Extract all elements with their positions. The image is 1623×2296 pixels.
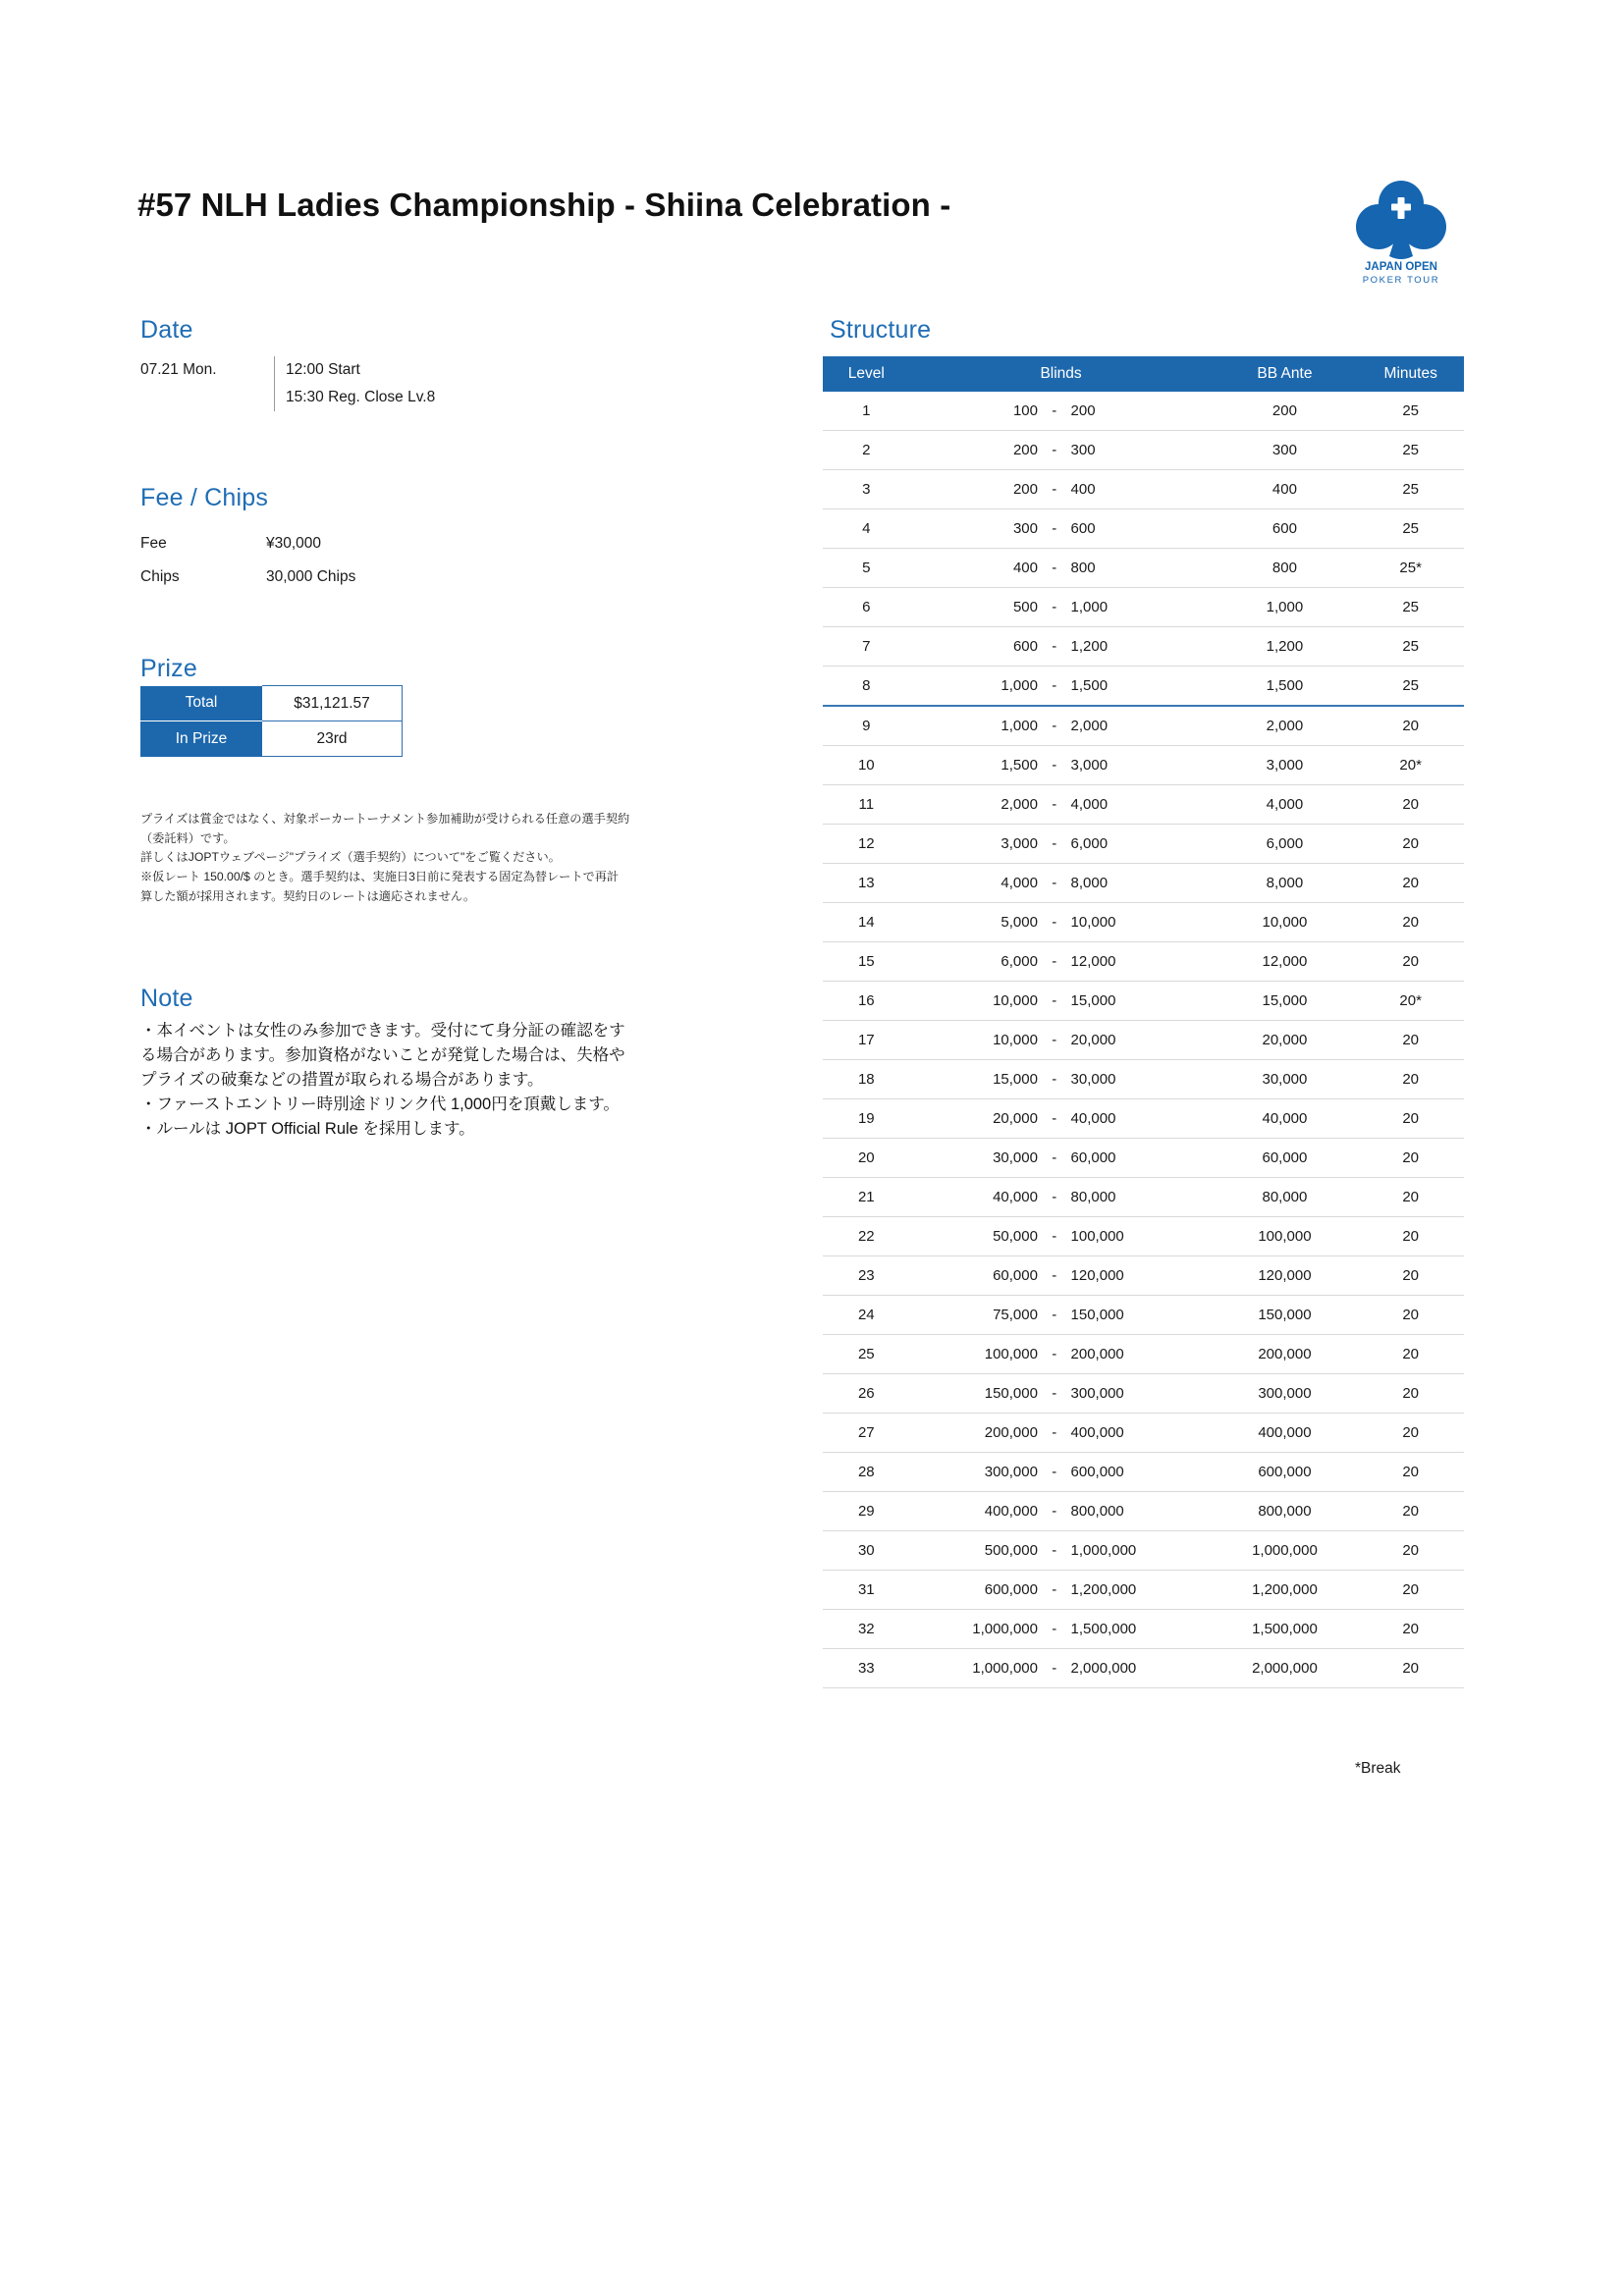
table-row [823,746,1464,785]
cell-small-blind: 2,000 [910,785,1044,825]
cell-level: 21 [823,1178,910,1217]
cell-small-blind: 200 [910,470,1044,509]
table-row [823,1414,1464,1453]
cell-bb-ante: 800,000 [1213,1492,1358,1531]
table-row [823,1453,1464,1492]
cell-level: 23 [823,1256,910,1296]
fee-label: Fee [140,535,167,552]
cell-minutes: 25 [1357,627,1464,667]
table-row [140,384,435,411]
cell-level: 20 [823,1139,910,1178]
cell-small-blind: 10,000 [910,1021,1044,1060]
cell-blind-separator: - [1044,746,1065,785]
table-row [823,1256,1464,1296]
cell-minutes: 25 [1357,509,1464,549]
cell-blind-separator: - [1044,785,1065,825]
jopt-logo [1330,172,1473,290]
structure-header-row [823,356,1464,392]
cell-bb-ante: 20,000 [1213,1021,1358,1060]
table-row [823,1296,1464,1335]
cell-big-blind: 150,000 [1065,1296,1213,1335]
table-row [823,470,1464,509]
cell-big-blind: 200 [1065,392,1213,431]
break-note: *Break [1355,1760,1401,1777]
cell-small-blind: 15,000 [910,1060,1044,1099]
cell-blind-separator: - [1044,1492,1065,1531]
cell-blind-separator: - [1044,509,1065,549]
cell-level: 16 [823,982,910,1021]
cell-level: 19 [823,1099,910,1139]
table-row [140,527,355,561]
cell-level: 1 [823,392,910,431]
prize-table [140,685,403,757]
cell-bb-ante: 80,000 [1213,1178,1358,1217]
cell-minutes: 20 [1357,1139,1464,1178]
cell-blind-separator: - [1044,825,1065,864]
cell-small-blind: 500 [910,588,1044,627]
logo-line1: JAPAN OPEN [1365,261,1437,273]
table-row [823,1021,1464,1060]
cell-level: 24 [823,1296,910,1335]
note-body [140,1019,739,1142]
cell-bb-ante: 1,200 [1213,627,1358,667]
cell-minutes: 20 [1357,1099,1464,1139]
cell-level: 2 [823,431,910,470]
cell-big-blind: 20,000 [1065,1021,1213,1060]
cell-small-blind: 600 [910,627,1044,667]
cell-level: 17 [823,1021,910,1060]
cell-blind-separator: - [1044,1414,1065,1453]
cell-bb-ante: 30,000 [1213,1060,1358,1099]
cell-blind-separator: - [1044,1021,1065,1060]
cell-big-blind: 600 [1065,509,1213,549]
fineprint-line-2: （委託料）です。 [140,830,236,845]
table-row [823,1610,1464,1649]
cell-minutes: 20 [1357,1374,1464,1414]
date-heading: Date [140,316,193,344]
cell-minutes: 20 [1357,1256,1464,1296]
table-row [823,1139,1464,1178]
cell-blind-separator: - [1044,1099,1065,1139]
page-title: #57 NLH Ladies Championship - Shiina Celebration - [137,187,951,223]
cell-blind-separator: - [1044,1453,1065,1492]
cell-bb-ante: 1,500,000 [1213,1610,1358,1649]
fineprint-line-3: 詳しくはJOPTウェブページ"プライズ（選手契約）について"をご覧ください。 [140,850,561,865]
fee-chips-heading: Fee / Chips [140,484,269,511]
table-row [823,627,1464,667]
note-line-4: ・ファーストエントリー時別途ドリンク代 1,000円を頂戴します。 [140,1095,620,1114]
cell-blind-separator: - [1044,1571,1065,1610]
cell-level: 4 [823,509,910,549]
cell-small-blind: 1,000,000 [910,1610,1044,1649]
table-row [823,825,1464,864]
table-row [823,1571,1464,1610]
cell-minutes: 25 [1357,431,1464,470]
cell-bb-ante: 600,000 [1213,1453,1358,1492]
prize-fineprint [140,811,769,907]
date-label-1: 07.21 Mon. [140,361,217,378]
cell-blind-separator: - [1044,1139,1065,1178]
prize-heading: Prize [140,655,197,682]
cell-small-blind: 200,000 [910,1414,1044,1453]
cell-small-blind: 20,000 [910,1099,1044,1139]
cell-blind-separator: - [1044,1335,1065,1374]
chips-label: Chips [140,568,180,585]
fineprint-line-5: 算した額が採用されます。契約日のレートは適応されません。 [140,888,476,903]
cell-big-blind: 800,000 [1065,1492,1213,1531]
cell-big-blind: 15,000 [1065,982,1213,1021]
cell-small-blind: 6,000 [910,942,1044,982]
logo-line2: POKER TOUR [1362,275,1440,286]
cell-bb-ante: 1,500 [1213,667,1358,707]
cell-small-blind: 1,000,000 [910,1649,1044,1688]
cell-small-blind: 400,000 [910,1492,1044,1531]
cell-level: 30 [823,1531,910,1571]
cell-big-blind: 100,000 [1065,1217,1213,1256]
column-header-level: Level [823,356,910,392]
cell-level: 14 [823,903,910,942]
cell-big-blind: 1,200,000 [1065,1571,1213,1610]
cell-minutes: 20 [1357,1571,1464,1610]
cell-level: 33 [823,1649,910,1688]
cell-big-blind: 2,000 [1065,706,1213,746]
cell-level: 11 [823,785,910,825]
cell-small-blind: 100,000 [910,1335,1044,1374]
cell-small-blind: 1,000 [910,706,1044,746]
cell-small-blind: 200 [910,431,1044,470]
cell-minutes: 20 [1357,1453,1464,1492]
cell-small-blind: 100 [910,392,1044,431]
cell-blind-separator: - [1044,706,1065,746]
cell-level: 28 [823,1453,910,1492]
cell-minutes: 25* [1357,549,1464,588]
cell-level: 7 [823,627,910,667]
cell-big-blind: 120,000 [1065,1256,1213,1296]
table-row [823,1649,1464,1688]
cell-bb-ante: 2,000,000 [1213,1649,1358,1688]
cell-minutes: 20 [1357,1414,1464,1453]
cell-level: 9 [823,706,910,746]
cell-minutes: 20 [1357,1178,1464,1217]
cell-bb-ante: 1,000 [1213,588,1358,627]
cell-minutes: 20 [1357,1610,1464,1649]
cell-minutes: 20 [1357,1296,1464,1335]
cell-blind-separator: - [1044,588,1065,627]
cell-level: 22 [823,1217,910,1256]
cell-bb-ante: 100,000 [1213,1217,1358,1256]
cell-blind-separator: - [1044,1296,1065,1335]
structure-heading: Structure [830,316,932,344]
cell-big-blind: 400,000 [1065,1414,1213,1453]
cell-bb-ante: 10,000 [1213,903,1358,942]
cell-small-blind: 300,000 [910,1453,1044,1492]
cell-big-blind: 60,000 [1065,1139,1213,1178]
cell-minutes: 20 [1357,1217,1464,1256]
cell-big-blind: 300 [1065,431,1213,470]
cell-big-blind: 800 [1065,549,1213,588]
table-row [140,356,435,384]
cell-minutes: 20 [1357,1531,1464,1571]
cell-small-blind: 40,000 [910,1178,1044,1217]
cell-minutes: 20* [1357,746,1464,785]
table-row [823,1060,1464,1099]
note-line-1: ・本イベントは女性のみ参加できます。受付にて身分証の確認をす [140,1022,625,1040]
table-row [823,785,1464,825]
table-row [823,549,1464,588]
cell-bb-ante: 3,000 [1213,746,1358,785]
fineprint-line-4: ※仮レート 150.00/$ のとき。選手契約は、実施日3日前に発表する固定為替レートで再計 [140,870,620,884]
cell-big-blind: 40,000 [1065,1099,1213,1139]
cell-level: 3 [823,470,910,509]
cell-small-blind: 300 [910,509,1044,549]
cell-bb-ante: 60,000 [1213,1139,1358,1178]
cell-small-blind: 4,000 [910,864,1044,903]
cell-blind-separator: - [1044,549,1065,588]
cell-minutes: 20 [1357,903,1464,942]
prize-inprize-label: In Prize [140,721,262,757]
cell-blind-separator: - [1044,942,1065,982]
table-row [140,561,355,594]
cell-big-blind: 10,000 [1065,903,1213,942]
cell-small-blind: 600,000 [910,1571,1044,1610]
cell-bb-ante: 800 [1213,549,1358,588]
cell-minutes: 20 [1357,785,1464,825]
cell-big-blind: 1,000 [1065,588,1213,627]
cell-big-blind: 300,000 [1065,1374,1213,1414]
cell-minutes: 20 [1357,1335,1464,1374]
table-row [823,1217,1464,1256]
cell-level: 29 [823,1492,910,1531]
cell-small-blind: 10,000 [910,982,1044,1021]
cell-big-blind: 30,000 [1065,1060,1213,1099]
chips-value: 30,000 Chips [266,568,356,585]
cell-blind-separator: - [1044,431,1065,470]
cell-small-blind: 60,000 [910,1256,1044,1296]
cell-big-blind: 1,000,000 [1065,1531,1213,1571]
cell-blind-separator: - [1044,982,1065,1021]
cell-minutes: 20 [1357,825,1464,864]
cell-big-blind: 1,200 [1065,627,1213,667]
cell-blind-separator: - [1044,1060,1065,1099]
table-row [823,1374,1464,1414]
cell-level: 32 [823,1610,910,1649]
prize-inprize-value: 23rd [262,721,403,757]
cell-bb-ante: 4,000 [1213,785,1358,825]
cell-big-blind: 6,000 [1065,825,1213,864]
cell-bb-ante: 400,000 [1213,1414,1358,1453]
cell-big-blind: 400 [1065,470,1213,509]
cell-minutes: 20 [1357,1492,1464,1531]
table-row [823,1099,1464,1139]
cell-small-blind: 1,000 [910,667,1044,707]
cell-blind-separator: - [1044,1178,1065,1217]
note-heading: Note [140,985,193,1012]
fineprint-line-1: プライズは賞金ではなく、対象ポーカートーナメント参加補助が受けられる任意の選手契約 [140,812,630,826]
cell-big-blind: 12,000 [1065,942,1213,982]
fee-value: ¥30,000 [266,535,322,552]
cell-bb-ante: 300 [1213,431,1358,470]
cell-minutes: 20 [1357,864,1464,903]
cell-bb-ante: 6,000 [1213,825,1358,864]
cell-bb-ante: 200 [1213,392,1358,431]
cell-minutes: 20 [1357,1649,1464,1688]
cell-small-blind: 500,000 [910,1531,1044,1571]
cell-minutes: 20 [1357,706,1464,746]
cell-small-blind: 400 [910,549,1044,588]
cell-bb-ante: 12,000 [1213,942,1358,982]
cell-level: 13 [823,864,910,903]
cell-bb-ante: 40,000 [1213,1099,1358,1139]
table-row [823,1178,1464,1217]
cell-big-blind: 3,000 [1065,746,1213,785]
table-row [823,1531,1464,1571]
cell-level: 15 [823,942,910,982]
column-header-minutes: Minutes [1357,356,1464,392]
cell-small-blind: 5,000 [910,903,1044,942]
note-line-5: ・ルールは JOPT Official Rule を採用します。 [140,1120,475,1139]
cell-small-blind: 30,000 [910,1139,1044,1178]
cell-minutes: 20 [1357,1021,1464,1060]
note-line-3: プライズの破棄などの措置が取られる場合があります。 [140,1071,544,1090]
prize-total-label: Total [140,686,262,721]
table-row [823,431,1464,470]
date-value-2: 15:30 Reg. Close Lv.8 [275,384,436,411]
cell-bb-ante: 1,200,000 [1213,1571,1358,1610]
cell-blind-separator: - [1044,864,1065,903]
cell-big-blind: 1,500 [1065,667,1213,707]
note-line-2: る場合があります。参加資格がないことが発覚した場合は、失格や [140,1046,625,1065]
date-value-1: 12:00 Start [275,356,436,384]
table-row [823,706,1464,746]
cell-minutes: 25 [1357,588,1464,627]
table-row [823,1492,1464,1531]
cell-level: 12 [823,825,910,864]
cell-big-blind: 8,000 [1065,864,1213,903]
cell-bb-ante: 200,000 [1213,1335,1358,1374]
cell-bb-ante: 8,000 [1213,864,1358,903]
column-header-bb-ante: BB Ante [1213,356,1358,392]
cell-small-blind: 75,000 [910,1296,1044,1335]
cell-blind-separator: - [1044,667,1065,707]
table-row [823,1335,1464,1374]
cell-level: 5 [823,549,910,588]
table-row [140,686,403,721]
cell-blind-separator: - [1044,1610,1065,1649]
cell-small-blind: 1,500 [910,746,1044,785]
column-header-blinds: Blinds [910,356,1213,392]
cell-minutes: 25 [1357,470,1464,509]
date-table [140,356,435,411]
cell-bb-ante: 150,000 [1213,1296,1358,1335]
cell-bb-ante: 120,000 [1213,1256,1358,1296]
cell-blind-separator: - [1044,627,1065,667]
date-label-2 [140,384,275,411]
cell-level: 26 [823,1374,910,1414]
cell-big-blind: 4,000 [1065,785,1213,825]
cell-minutes: 20 [1357,942,1464,982]
cell-blind-separator: - [1044,903,1065,942]
table-row [823,942,1464,982]
cell-level: 25 [823,1335,910,1374]
cell-small-blind: 3,000 [910,825,1044,864]
cell-big-blind: 80,000 [1065,1178,1213,1217]
fee-chips-table [140,527,355,594]
cell-blind-separator: - [1044,392,1065,431]
structure-table [823,356,1464,1688]
cell-big-blind: 600,000 [1065,1453,1213,1492]
table-row [823,392,1464,431]
cell-level: 27 [823,1414,910,1453]
cell-small-blind: 150,000 [910,1374,1044,1414]
cell-minutes: 25 [1357,392,1464,431]
table-row [823,903,1464,942]
cell-level: 6 [823,588,910,627]
cell-big-blind: 2,000,000 [1065,1649,1213,1688]
table-row [823,509,1464,549]
cell-minutes: 20 [1357,1060,1464,1099]
cell-blind-separator: - [1044,1217,1065,1256]
table-row [823,588,1464,627]
table-row [823,864,1464,903]
cell-bb-ante: 1,000,000 [1213,1531,1358,1571]
cell-big-blind: 200,000 [1065,1335,1213,1374]
cell-minutes: 20* [1357,982,1464,1021]
cell-small-blind: 50,000 [910,1217,1044,1256]
cell-level: 10 [823,746,910,785]
cell-blind-separator: - [1044,1256,1065,1296]
cell-big-blind: 1,500,000 [1065,1610,1213,1649]
cell-level: 31 [823,1571,910,1610]
cell-blind-separator: - [1044,1531,1065,1571]
cell-blind-separator: - [1044,1649,1065,1688]
cell-bb-ante: 600 [1213,509,1358,549]
cell-bb-ante: 300,000 [1213,1374,1358,1414]
cell-minutes: 25 [1357,667,1464,707]
cell-level: 8 [823,667,910,707]
cell-level: 18 [823,1060,910,1099]
cell-bb-ante: 2,000 [1213,706,1358,746]
cell-bb-ante: 400 [1213,470,1358,509]
prize-total-value: $31,121.57 [262,686,403,721]
cell-bb-ante: 15,000 [1213,982,1358,1021]
table-row [823,982,1464,1021]
cell-blind-separator: - [1044,1374,1065,1414]
table-row [140,721,403,757]
cell-blind-separator: - [1044,470,1065,509]
table-row [823,667,1464,707]
